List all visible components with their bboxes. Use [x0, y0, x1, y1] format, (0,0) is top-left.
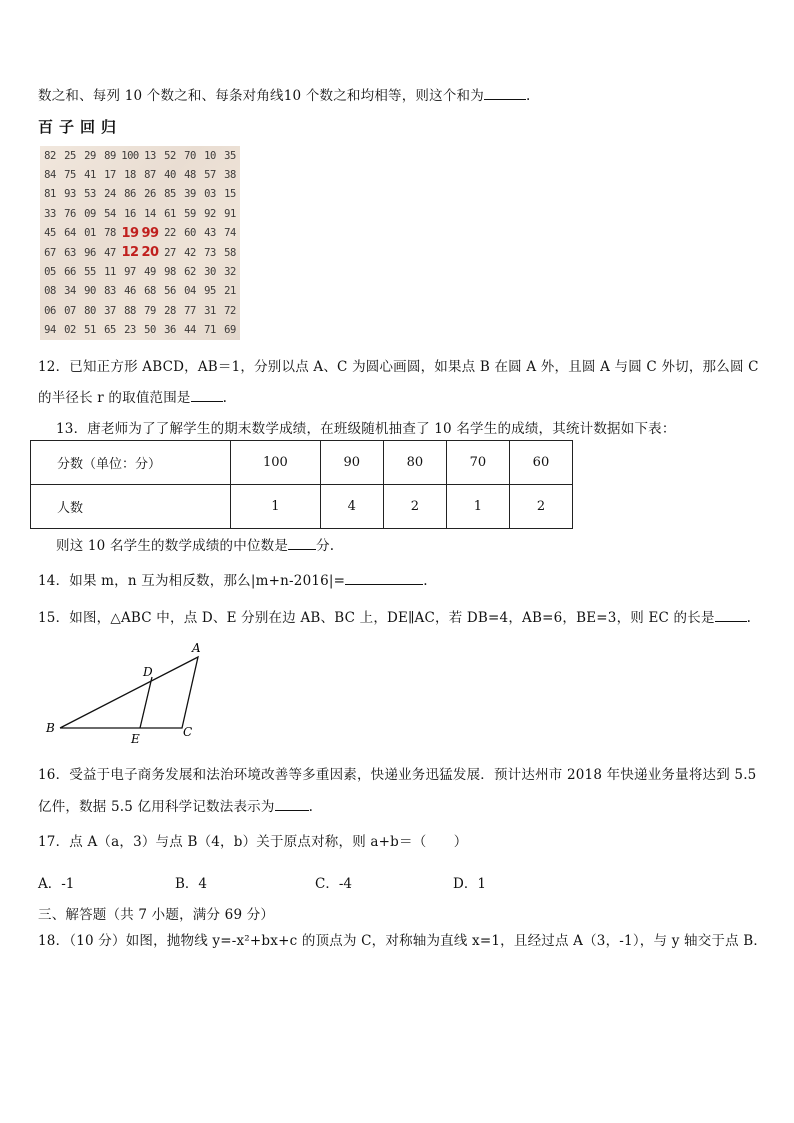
grid-cell: 85	[164, 188, 176, 201]
q12-line2	[38, 386, 227, 406]
grid-cell: 37	[104, 304, 116, 317]
grid-cell: 71	[204, 324, 216, 337]
grid-cell: 26	[144, 188, 156, 201]
grid-cell: 73	[204, 246, 216, 259]
grid-cell: 12	[121, 245, 139, 261]
q13b-text: 则这 10 名学生的数学成绩的中位数是	[56, 538, 289, 554]
answer-blank	[191, 389, 223, 402]
grid-cell: 03	[204, 188, 216, 201]
grid-cell: 34	[64, 285, 76, 298]
option-c: C．-4	[315, 876, 352, 892]
grid-cell: 51	[84, 324, 96, 337]
q13-text: 13．唐老师为了了解学生的期末数学成绩，在班级随机抽查了 10 名学生的成绩，其统计数据如下表：	[56, 421, 676, 437]
grid-cell: 54	[104, 207, 116, 220]
grid-cell: 29	[84, 149, 96, 162]
grid-cell: 94	[44, 324, 56, 337]
grid-cell: 16	[124, 207, 136, 220]
grid-cell: 27	[164, 246, 176, 259]
grid-cell: 56	[164, 285, 176, 298]
label-c: C	[183, 725, 193, 739]
grid-cell: 33	[44, 207, 56, 220]
grid-cell: 24	[104, 188, 116, 201]
q16-line1	[38, 763, 756, 783]
grid-cell: 60	[184, 227, 196, 240]
triangle-figure	[40, 640, 220, 750]
grid-cell: 45	[44, 227, 56, 240]
grid-cell: 05	[44, 266, 56, 279]
grid-cell: 90	[84, 285, 96, 298]
q11-continuation	[38, 84, 530, 104]
grid-cell: 36	[164, 324, 176, 337]
grid-cell: 86	[124, 188, 136, 201]
grid-cell: 55	[84, 266, 96, 279]
grid-cell: 04	[184, 285, 196, 298]
image-caption: 百子回归	[38, 118, 123, 136]
grid-cell: 70	[184, 149, 196, 162]
grid-cell: 13	[144, 149, 156, 162]
table-cell: 1	[446, 485, 509, 529]
grid-cell: 09	[84, 207, 96, 220]
grid-cell: 97	[124, 266, 136, 279]
grid-cell: 59	[184, 207, 196, 220]
table-cell: 1	[231, 485, 321, 529]
grid-cell: 25	[64, 149, 76, 162]
grid-cell: 57	[204, 169, 216, 182]
grid-cell: 06	[44, 304, 56, 317]
q16-text2: 亿件，数据 5.5 亿用科学记数法表示为	[38, 799, 275, 815]
grid-cell: 98	[164, 266, 176, 279]
grid-cell: 83	[104, 285, 116, 298]
grid-cell: 31	[204, 304, 216, 317]
grid-cell: 62	[184, 266, 196, 279]
grid-cell: 95	[204, 285, 216, 298]
grid-cell: 44	[184, 324, 196, 337]
grid-cell: 10	[204, 149, 216, 162]
q13-median-line	[56, 534, 334, 554]
q12-line1	[38, 355, 759, 375]
q11-text: 数之和、每列 10 个数之和、每条对角线10 个数之和均相等，则这个和为	[38, 88, 484, 104]
grid-cell: 76	[64, 207, 76, 220]
grid-cell: 91	[224, 207, 236, 220]
grid-cell: 22	[164, 227, 176, 240]
q15-text: 15．如图，△ABC 中，点 D、E 分别在边 AB、BC 上，DE∥AC，若 DB=4，AB=6，BE=3，则 EC 的长是	[38, 610, 715, 626]
grid-cell: 41	[84, 169, 96, 182]
grid-cell: 39	[184, 188, 196, 201]
label-e: E	[131, 732, 140, 746]
grid-cell: 63	[64, 246, 76, 259]
grid-cell: 84	[44, 169, 56, 182]
q14-text: 14．如果 m，n 互为相反数，那么|m+n-2016|=	[38, 573, 346, 589]
grid-cell: 82	[44, 149, 56, 162]
grid-cell: 65	[104, 324, 116, 337]
grid-cell: 67	[44, 246, 56, 259]
table-head-count: 人数	[31, 485, 231, 529]
grid-cell: 46	[124, 285, 136, 298]
grid-cell: 53	[84, 188, 96, 201]
grid-cell: 35	[224, 149, 236, 162]
answer-blank	[715, 609, 747, 622]
q14-line	[38, 569, 428, 589]
segment-de	[140, 677, 152, 728]
table-cell: 2	[383, 485, 446, 529]
grid-cell: 48	[184, 169, 196, 182]
answer-blank	[275, 798, 309, 811]
section-heading	[38, 903, 274, 923]
grid-cell: 42	[184, 246, 196, 259]
grid-cell: 20	[141, 245, 159, 261]
grid-cell: 18	[124, 169, 136, 182]
grid-cell: 88	[124, 304, 136, 317]
option-b: B．4	[175, 876, 208, 892]
q12-text2: 的半径长 r 的取值范围是	[38, 390, 191, 406]
q13-line	[56, 417, 676, 437]
grid-cell: 68	[144, 285, 156, 298]
table-cell: 90	[320, 441, 383, 485]
grid-cell: 78	[104, 227, 116, 240]
table-cell: 4	[320, 485, 383, 529]
table-cell: 70	[446, 441, 509, 485]
label-a: A	[192, 641, 201, 655]
q14-end: .	[423, 573, 428, 589]
q18-line	[38, 929, 767, 949]
grid-cell: 74	[224, 227, 236, 240]
grid-cell: 75	[64, 169, 76, 182]
q12-text: 12．已知正方形 ABCD，AB＝1，分别以点 A、C 为圆心画圆，如果点 B 在圆 A 外，且圆 A 与圆 C 外切，那么圆 C	[38, 359, 759, 375]
q17-text: 17．点 A（a，3）与点 B（4，b）关于原点对称，则 a+b＝（ ）	[38, 834, 468, 850]
table-cell: 2	[509, 485, 572, 529]
grid-cell: 61	[164, 207, 176, 220]
grid-cell: 50	[144, 324, 156, 337]
section-text: 三、解答题（共 7 小题，满分 69 分）	[38, 907, 275, 923]
grid-cell: 52	[164, 149, 176, 162]
grid-cell: 66	[64, 266, 76, 279]
grid-cell: 07	[64, 304, 76, 317]
label-b: B	[46, 721, 55, 735]
grid-cell: 99	[141, 225, 159, 241]
grid-cell: 02	[64, 324, 76, 337]
grid-cell: 92	[204, 207, 216, 220]
grid-cell: 01	[84, 227, 96, 240]
grid-cell: 87	[144, 169, 156, 182]
grid-cell: 17	[104, 169, 116, 182]
grid-cell: 11	[104, 266, 116, 279]
grid-cell: 77	[184, 304, 196, 317]
grid-cell: 14	[144, 207, 156, 220]
grid-cell: 81	[44, 188, 56, 201]
answer-blank	[288, 537, 316, 550]
option-a: A．-1	[38, 876, 75, 892]
q15-line	[38, 606, 751, 626]
table-row	[31, 485, 573, 529]
label-d: D	[143, 665, 153, 679]
grid-cell: 23	[124, 324, 136, 337]
q16-line2	[38, 795, 313, 815]
grid-cell: 08	[44, 285, 56, 298]
score-table	[30, 440, 573, 529]
q11-end: .	[525, 88, 531, 104]
q16-end: .	[308, 799, 314, 815]
answer-blank	[484, 87, 526, 100]
grid-cell: 32	[224, 266, 236, 279]
answer-blank	[345, 572, 423, 585]
grid-cell: 43	[204, 227, 216, 240]
q16-text: 16．受益于电子商务发展和法治环境改善等多重因素，快递业务迅猛发展．预计达州市 2018 年快递业务量将达到 5.5	[38, 767, 757, 783]
grid-cell: 47	[104, 246, 116, 259]
table-cell: 80	[383, 441, 446, 485]
triangle-abc	[60, 657, 198, 728]
q18-text: 18．（10 分）如图，抛物线 y=-x²+bx+c 的顶点为 C，对称轴为直线 x=1，且经过点 A（3，-1），与 y 轴交于点 B．	[38, 933, 768, 949]
grid-cell: 79	[144, 304, 156, 317]
grid-cell: 93	[64, 188, 76, 201]
grid-cell: 72	[224, 304, 236, 317]
grid-cell: 58	[224, 246, 236, 259]
grid-cell: 69	[224, 324, 236, 337]
number-grid-image	[40, 146, 240, 340]
grid-cell: 21	[224, 285, 236, 298]
table-row	[31, 441, 573, 485]
q15-end: .	[746, 610, 752, 626]
grid-cell: 19	[121, 225, 139, 241]
grid-cell: 28	[164, 304, 176, 317]
table-cell: 60	[509, 441, 572, 485]
option-d: D．1	[453, 876, 486, 892]
grid-cell: 80	[84, 304, 96, 317]
grid-cell: 100	[121, 149, 139, 162]
q13b-end: 分.	[316, 538, 335, 554]
grid-cell: 30	[204, 266, 216, 279]
q17-line	[38, 830, 468, 850]
q12-end: .	[222, 390, 228, 406]
grid-cell: 96	[84, 246, 96, 259]
grid-cell: 89	[104, 149, 116, 162]
grid-cell: 64	[64, 227, 76, 240]
grid-cell: 40	[164, 169, 176, 182]
grid-cell: 38	[224, 169, 236, 182]
grid-cell: 49	[144, 266, 156, 279]
table-head-score: 分数（单位：分）	[31, 441, 231, 485]
table-cell: 100	[231, 441, 321, 485]
grid-cell: 15	[224, 188, 236, 201]
